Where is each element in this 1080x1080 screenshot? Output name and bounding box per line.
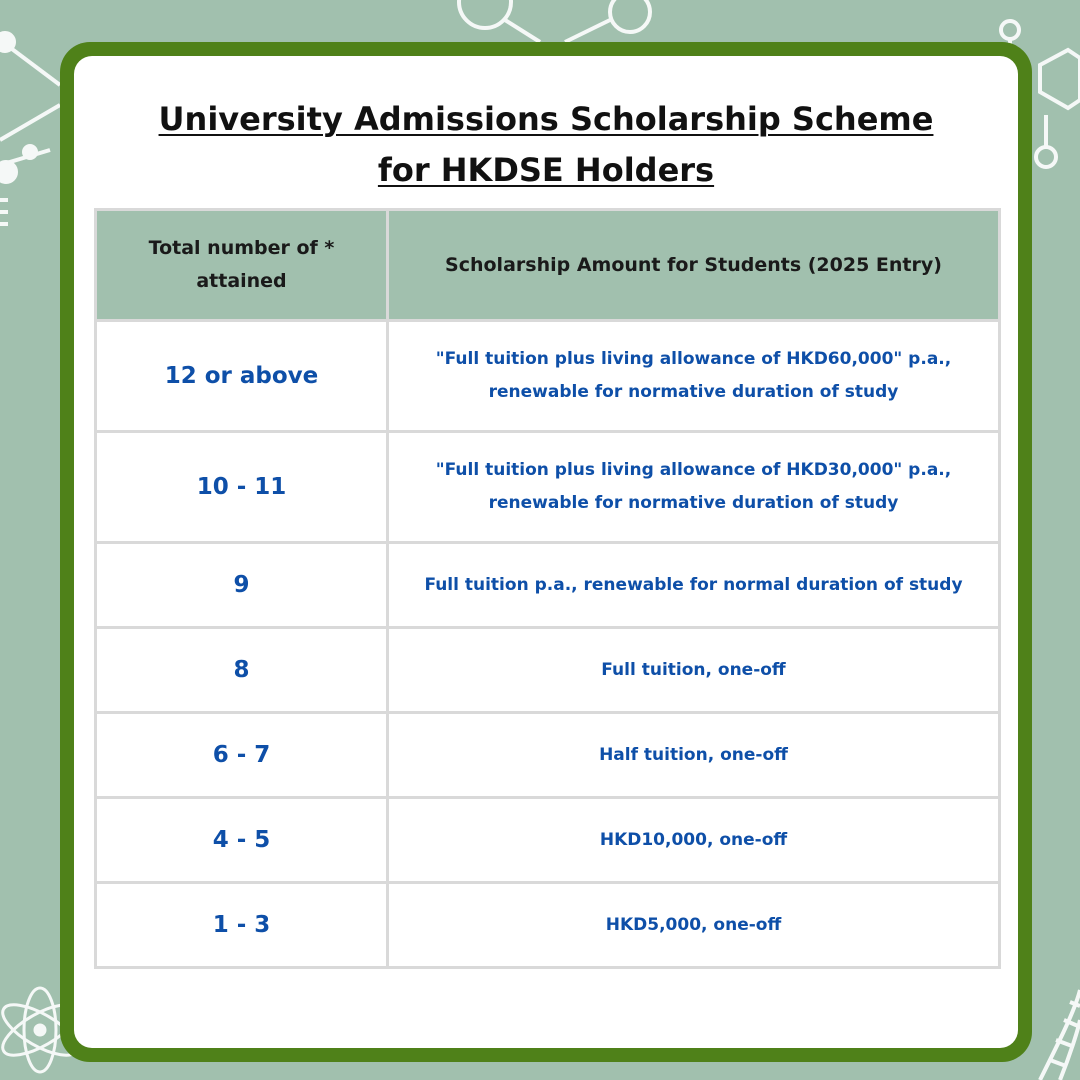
header-amount: Scholarship Amount for Students (2025 Entry) [388, 210, 1000, 321]
count-cell: 9 [96, 543, 388, 628]
card-body [74, 56, 1018, 1048]
scholarship-table [94, 208, 1001, 969]
header-count: Total number of * attained [96, 210, 388, 321]
table-row [96, 713, 1000, 798]
count-cell: 4 - 5 [96, 798, 388, 883]
content-card [60, 42, 1032, 1062]
amount-cell: Full tuition p.a., renewable for normal duration of study [388, 543, 1000, 628]
title-line-2: for HKDSE Holders [377, 151, 715, 189]
amount-cell: Half tuition, one-off [388, 713, 1000, 798]
amount-cell: "Full tuition plus living allowance of HKD60,000" p.a., renewable for normative duration of study [388, 321, 1000, 432]
table-row [96, 321, 1000, 432]
count-cell: 1 - 3 [96, 883, 388, 968]
count-cell: 12 or above [96, 321, 388, 432]
amount-cell: HKD10,000, one-off [388, 798, 1000, 883]
table-row [96, 543, 1000, 628]
page-title [74, 94, 1018, 196]
amount-cell: Full tuition, one-off [388, 628, 1000, 713]
count-cell: 8 [96, 628, 388, 713]
table-header-row [96, 210, 1000, 321]
table-row [96, 883, 1000, 968]
title-line-1: University Admissions Scholarship Scheme [158, 100, 934, 138]
amount-cell: HKD5,000, one-off [388, 883, 1000, 968]
table-row [96, 432, 1000, 543]
table-row [96, 628, 1000, 713]
amount-cell: "Full tuition plus living allowance of HKD30,000" p.a., renewable for normative duration of study [388, 432, 1000, 543]
count-cell: 10 - 11 [96, 432, 388, 543]
count-cell: 6 - 7 [96, 713, 388, 798]
table-row [96, 798, 1000, 883]
dna-icon [1040, 990, 1080, 1080]
